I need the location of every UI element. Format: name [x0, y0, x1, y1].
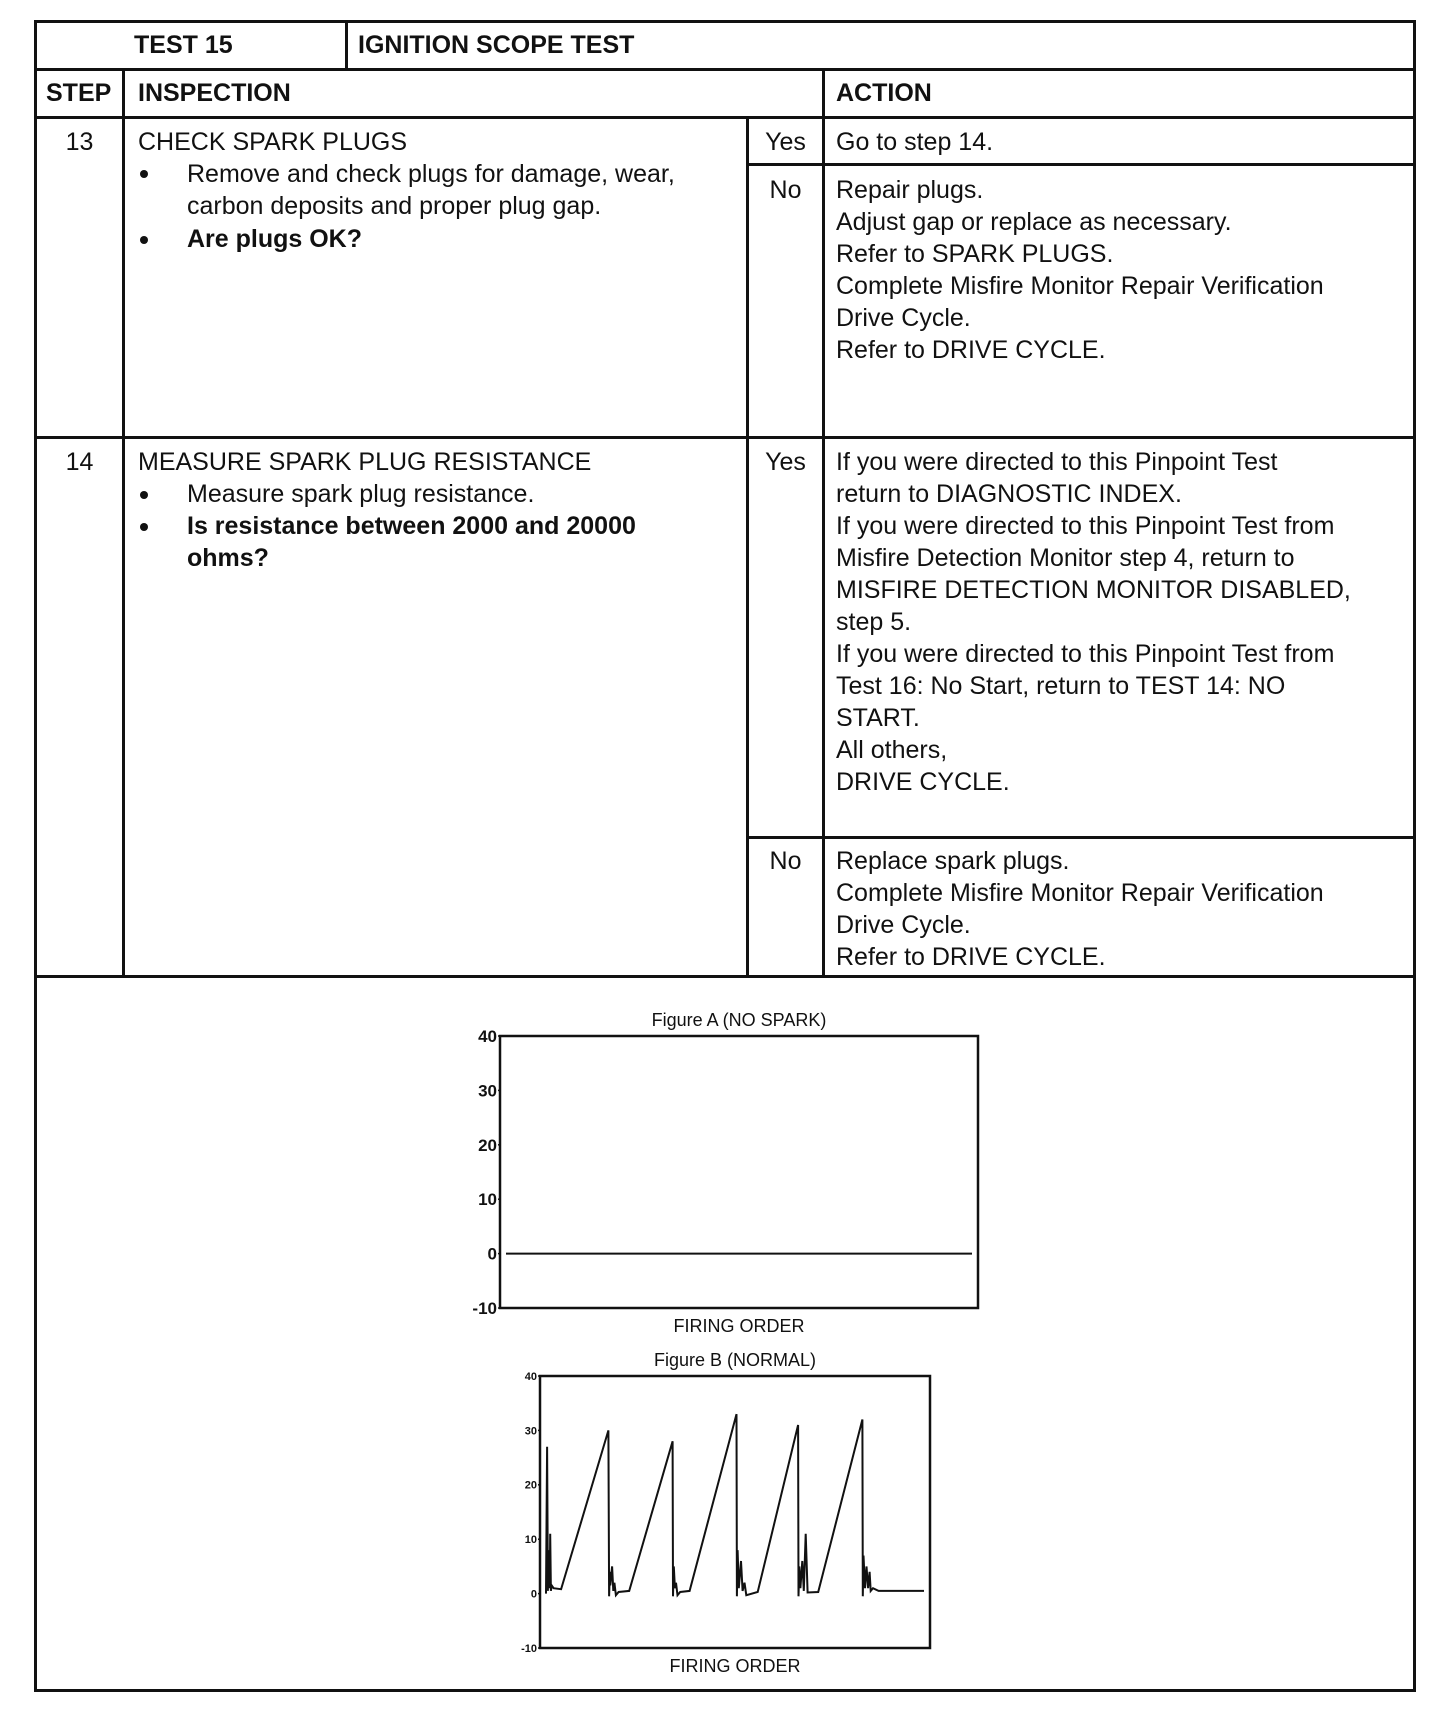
step-14-bullet-1: Measure spark plug resistance. — [187, 480, 535, 508]
step-13-yes-action: Go to step 14. — [836, 128, 994, 156]
x-axis-label: FIRING ORDER — [673, 1316, 805, 1336]
action-line: Drive Cycle. — [836, 304, 971, 332]
action-line: START. — [836, 704, 920, 732]
action-line: return to DIAGNOSTIC INDEX. — [836, 480, 1182, 508]
action-line: Complete Misfire Monitor Repair Verification — [836, 272, 1324, 300]
action-line: Refer to SPARK PLUGS. — [836, 240, 1114, 268]
step-13-title: CHECK SPARK PLUGS — [138, 128, 408, 156]
x-axis-label: FIRING ORDER — [669, 1656, 801, 1676]
action-line: Misfire Detection Monitor step 4, return to — [836, 544, 1295, 572]
action-line: Drive Cycle. — [836, 911, 971, 939]
series-line — [546, 1414, 924, 1596]
y-tick-label: 0 — [487, 1244, 497, 1264]
inspection-column-header: INSPECTION — [138, 79, 291, 107]
step-13-bullet-2: Are plugs OK? — [187, 225, 363, 253]
action-line: If you were directed to this Pinpoint Test from — [836, 640, 1335, 668]
bullet-line: Remove and check plugs for damage, wear, — [187, 160, 675, 188]
step-14-no-label: No — [769, 847, 802, 875]
action-line: If you were directed to this Pinpoint Test from — [836, 512, 1335, 540]
action-line: Refer to DRIVE CYCLE. — [836, 943, 1106, 971]
y-tick-label: 40 — [478, 1026, 497, 1046]
step-13-no-label: No — [769, 176, 802, 204]
y-tick-label: -10 — [521, 1642, 537, 1655]
action-line: Replace spark plugs. — [836, 847, 1070, 875]
action-line: Test 16: No Start, return to TEST 14: NO — [836, 672, 1286, 700]
y-tick-label: 10 — [478, 1190, 497, 1210]
action-line: If you were directed to this Pinpoint Test — [836, 448, 1278, 476]
step-13-number: 13 — [65, 128, 94, 156]
y-tick-label: 10 — [524, 1534, 537, 1547]
y-tick-label: 20 — [478, 1135, 497, 1155]
action-line: Adjust gap or replace as necessary. — [836, 208, 1232, 236]
test-title: IGNITION SCOPE TEST — [358, 31, 635, 59]
action-column-header: ACTION — [836, 79, 932, 107]
chart-title: Figure B (NORMAL) — [653, 1350, 817, 1370]
step-14-number: 14 — [65, 448, 94, 476]
action-line: Repair plugs. — [836, 176, 984, 204]
bullet-line: carbon deposits and proper plug gap. — [187, 192, 602, 220]
bullet-line: Is resistance between 2000 and 20000 — [187, 512, 636, 540]
action-line: MISFIRE DETECTION MONITOR DISABLED, — [836, 576, 1351, 604]
y-tick-label: 40 — [524, 1370, 537, 1383]
chart-title: Figure A (NO SPARK) — [651, 1010, 827, 1030]
action-line: Refer to DRIVE CYCLE. — [836, 336, 1106, 364]
y-tick-label: 0 — [530, 1588, 537, 1601]
action-line: step 5. — [836, 608, 912, 636]
y-tick-label: 30 — [478, 1081, 497, 1101]
bullet-line: ohms? — [187, 544, 269, 572]
action-line: DRIVE CYCLE. — [836, 768, 1010, 796]
action-line: Complete Misfire Monitor Repair Verification — [836, 879, 1324, 907]
y-tick-label: 20 — [524, 1479, 537, 1492]
step-14-yes-label: Yes — [765, 448, 806, 476]
step-13-yes-label: Yes — [765, 128, 806, 156]
step-14-title: MEASURE SPARK PLUG RESISTANCE — [138, 448, 592, 476]
test-label: TEST 15 — [134, 31, 233, 59]
step-column-header: STEP — [46, 79, 112, 107]
action-line: All others, — [836, 736, 948, 764]
y-tick-label: 30 — [524, 1425, 537, 1438]
y-tick-label: -10 — [472, 1298, 497, 1318]
